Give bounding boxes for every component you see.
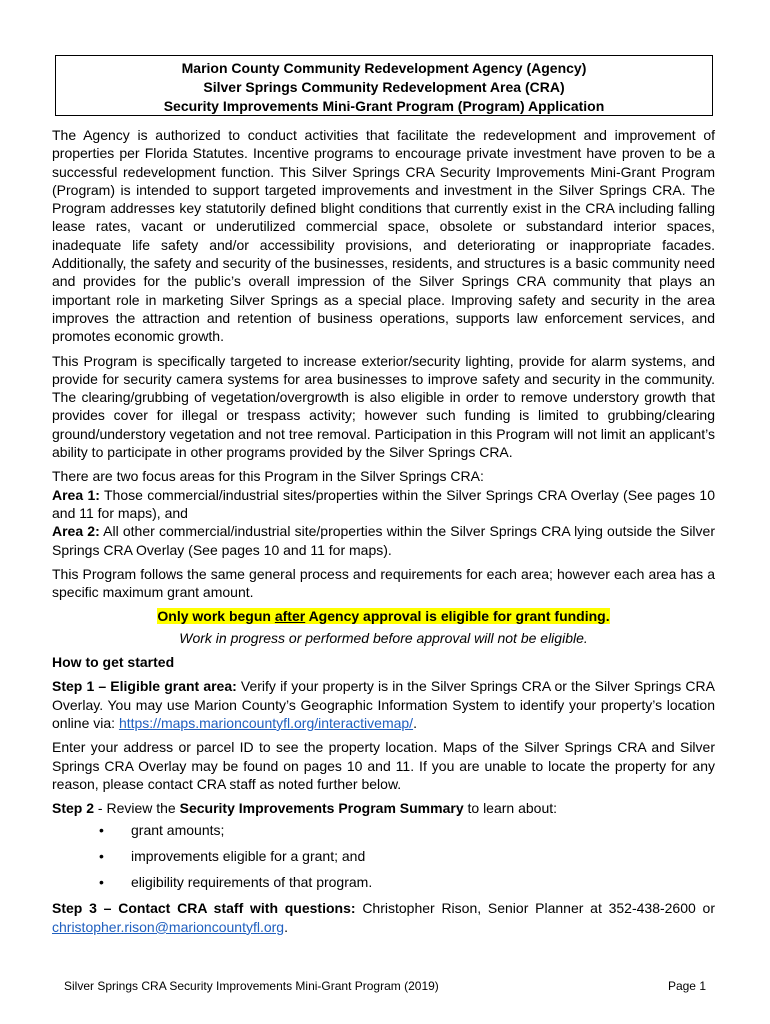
bullet-text: eligibility requirements of that program. [131, 874, 373, 891]
bullet-icon: • [99, 822, 104, 839]
list-item [52, 821, 715, 839]
area-2-text: All other commercial/industrial site/properties within the Silver Springs CRA lying outside the Silver Springs CRA Overlay (See pages 10 and 11 for maps). [52, 523, 715, 558]
footer-page-number: Page 1 [667, 979, 706, 993]
notice-part-1: Only work begun [157, 608, 275, 625]
area-1-label: Area 1: [52, 486, 100, 503]
document-body [52, 126, 715, 942]
title-line-1: Marion County Community Redevelopment Agency (Agency) [181, 60, 587, 76]
notice-highlight [52, 607, 715, 625]
step-3-end: . [284, 918, 288, 935]
step-2-end: to learn about: [463, 800, 558, 817]
area-1-paragraph [52, 486, 715, 523]
step-1-paragraph [52, 677, 715, 732]
how-to-heading [52, 653, 715, 671]
list-item [52, 873, 715, 891]
footer-program-name: Silver Springs CRA Security Improvements Mini-Grant Program (2019) [64, 979, 439, 993]
step-1-text: Verify if your property is in the Silver Springs CRA or the Silver Springs CRA Overlay. You may use Marion County’s Geographic Information System to identify your property’s location online via: [52, 678, 715, 731]
bullet-icon: • [99, 848, 104, 865]
bullet-text: improvements eligible for a grant; and [131, 848, 366, 865]
area-1-text: Those commercial/industrial sites/properties within the Silver Springs CRA Overlay (See pages 10 and 11 for maps), and [52, 486, 716, 521]
gis-map-link[interactable]: https://maps.marioncountyfl.org/interactivemap/ [118, 714, 414, 731]
bullet-icon: • [99, 874, 104, 891]
step-3-text: Christopher Rison, Senior Planner at 352-438-2600 or [355, 900, 716, 917]
step-2-mid: - Review the [94, 800, 180, 817]
step-2-label: Step 2 [52, 800, 95, 817]
list-item [52, 847, 715, 865]
area-2-label: Area 2: [52, 523, 100, 540]
title-line-3: Security Improvements Mini-Grant Program (Program) Application [163, 98, 605, 114]
notice-part-2: Agency approval is eligible for grant funding. [305, 608, 610, 625]
program-summary-name: Security Improvements Program Summary [179, 800, 464, 817]
focus-areas-lead: There are two focus areas for this Program in the Silver Springs CRA: [52, 468, 484, 485]
area-2-paragraph [52, 522, 715, 559]
bullet-text: grant amounts; [131, 822, 225, 839]
how-to-heading-text: How to get started [52, 654, 175, 671]
notice-highlight-text [157, 608, 609, 624]
intro-paragraph-2: This Program is specifically targeted to increase exterior/security lighting, provide for alarm systems, and provide for security camera systems for area businesses to improve safety and security in the community. The clearing/grubbing of vegetation/overgrowth is also eligible in order to remove understory growth that provides cover for illegal or trespass activity; however such funding is limited to grubbing/clearing ground/understory vegetation and not tree removal. Participation in this Program will not limit an applicant’s ability to participate in other programs provided by the Silver Springs CRA. [52, 352, 715, 461]
title-line-2: Silver Springs Community Redevelopment Area (CRA) [203, 79, 565, 95]
notice-underlined: after [274, 608, 306, 625]
notice-italic: Work in progress or performed before approval will not be eligible. [179, 629, 588, 646]
step-2-bullet-list [52, 821, 715, 891]
step-1-more: Enter your address or parcel ID to see the property location. Maps of the Silver Springs CRA and Silver Springs CRA Overlay may be found on pages 10 and 11. If you are unable to locate the property for any reason, please contact CRA staff as noted further below. [52, 739, 715, 792]
process-paragraph: This Program follows the same general process and requirements for each area; however each area has a specific maximum grant amount. [52, 565, 715, 601]
step-1-end: . [413, 714, 417, 731]
title-box [55, 55, 713, 116]
staff-email-link[interactable]: christopher.rison@marioncountyfl.org [52, 918, 285, 935]
step-3-label: Step 3 – Contact CRA staff with questions: [52, 900, 356, 917]
intro-paragraph-1: The Agency is authorized to conduct activities that facilitate the redevelopment and improvement of properties per Florida Statutes. Incentive programs to encourage private investment have proven to be a successful redevelopment function. This Silver Springs CRA Security Improvements Mini-Grant Program (Program) is intended to support targeted improvements and investment in the Silver Springs CRA. The Program addresses key statutorily defined blight conditions that currently exist in the CRA including falling lease rates, vacant or underutilized commercial space, obsolete or substandard interior spaces, inadequate life safety and/or accessibility provisions, and deteriorating or inappropriate facades. Additionally, the safety and security of the businesses, residents, and structures is a basic community need and provides for the public’s overall impression of the Silver Springs CRA community that plays an important role in marketing Silver Springs as a special place. Improving safety and security in the area improves the attraction and retention of business operations, supports law enforcement services, and promotes economic growth. [52, 127, 715, 345]
step-1-label: Step 1 – Eligible grant area: [52, 678, 237, 695]
step-3-paragraph [52, 899, 715, 936]
step-2-paragraph [52, 799, 715, 817]
